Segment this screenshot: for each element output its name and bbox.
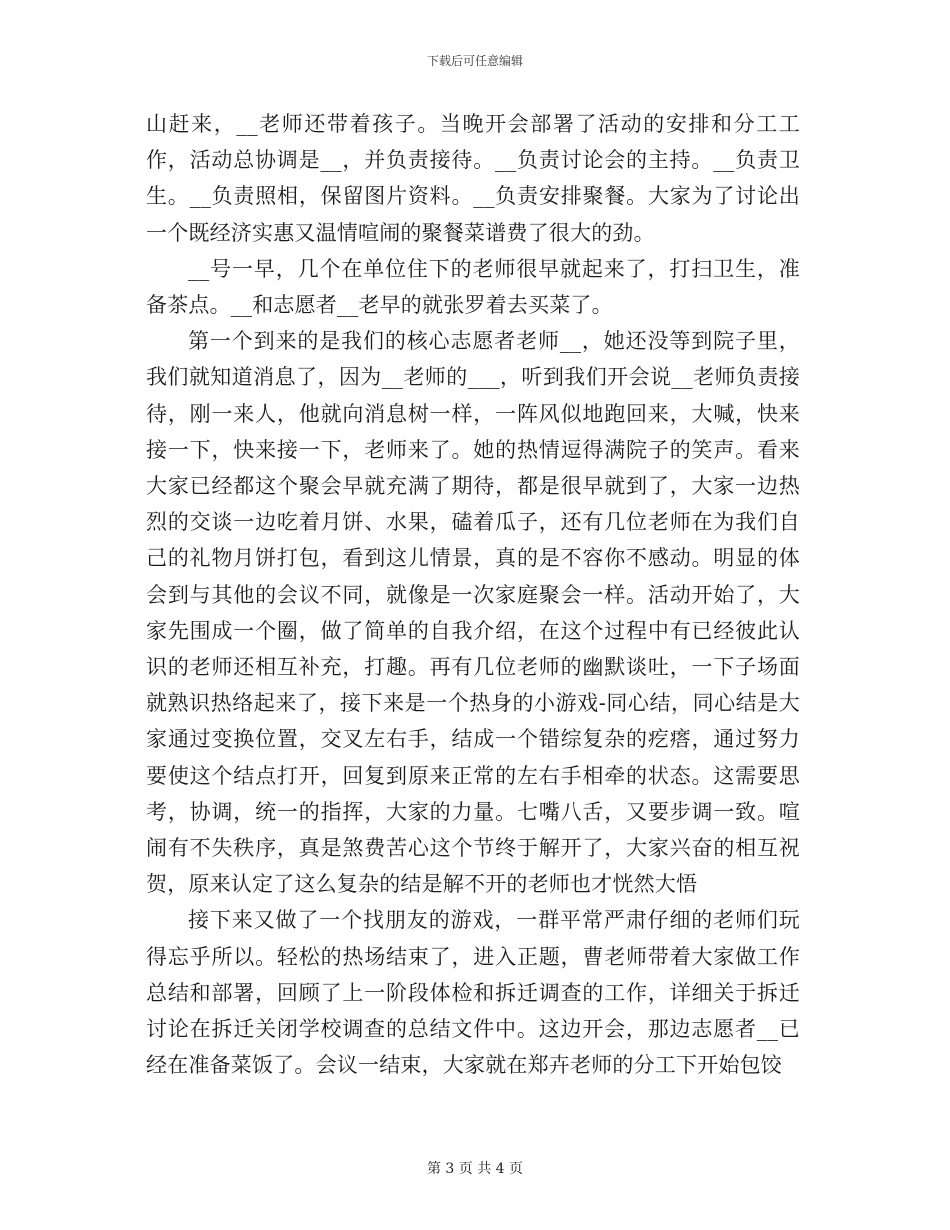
paragraph: 山赶来，__老师还带着孩子。当晚开会部署了活动的安排和分工工作，活动总协调是__，并负责接待。__负责讨论会的主持。__负责卫生。__负责照相，保留图片资料。__负责安排聚餐。大家为了讨论出一个既经济实惠又温情喧闹的聚餐菜谱费了很大的劲。 <box>146 112 800 245</box>
paragraph: 第一个到来的是我们的核心志愿者老师__，她还没等到院子里，我们就知道消息了，因为__老师的___，听到我们开会说__老师负责接待，刚一来人，他就向消息树一样，一阵风似地跑回来，大喊，快来接一下，快来接一下，老师来了。她的热情逗得满院子的笑声。看来大家已经都这个聚会早就充满了期待，都是很早就到了，大家一边热烈的交谈一边吃着月饼、水果，磕着瓜子，还有几位老师在为我们自己的礼物月饼打包，看到这儿情景，真的是不容你不感动。明显的体会到与其他的会议不同，就像是一次家庭聚会一样。活动开始了，大家先围成一个圈，做了简单的自我介绍，在这个过程中有已经彼此认识的老师还相互补充，打趣。再有几位老师的幽默谈吐，一下子场面就熟识热络起来了，接下来是一个热身的小游戏-同心结，同心结是大家通过变换位置，交叉左右手，结成一个错综复杂的疙瘩，通过努力要使这个结点打开，回复到原来正常的左右手相牵的状态。这需要思考，协调，统一的指挥，大家的力量。七嘴八舌，又要步调一致。喧闹有不失秩序，真是煞费苦心这个节终于解开了，大家兴奋的相互祝贺，原来认定了这么复杂的结是解不开的老师也才恍然大悟 <box>146 329 800 897</box>
page-number: 第 3 页 共 4 页 <box>426 1161 524 1177</box>
paragraph: 接下来又做了一个找朋友的游戏，一群平常严肃仔细的老师们玩得忘乎所以。轻松的热场结束了，进入正题，曹老师带着大家做工作总结和部署，回顾了上一阶段体检和拆迁调查的工作，详细关于拆迁讨论在拆迁关闭学校调查的总结文件中。这边开会，那边志愿者__已经在准备菜饭了。会议一结束，大家就在郑卉老师的分工下开始包饺 <box>146 908 800 1078</box>
document-body <box>146 106 800 1083</box>
paragraph: __号一早，几个在单位住下的老师很早就起来了，打扫卫生，准备茶点。__和志愿者__老早的就张罗着去买菜了。 <box>146 256 800 318</box>
page-header-note: 下载后可任意编辑 <box>426 54 523 68</box>
